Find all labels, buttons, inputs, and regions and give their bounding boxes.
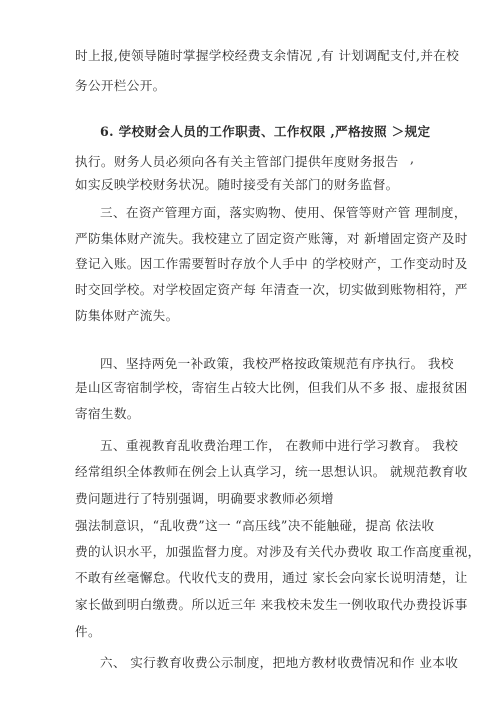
text-line: 时上报,使领导随时掌握学校经费支余情况 ,有 计划调配支付,并在校 — [75, 48, 460, 63]
text-line: 严防集体财产流失。我校建立了固定资产账簿，对 新增固定资产及时 — [75, 231, 468, 246]
text-line: 件。 — [75, 624, 101, 639]
text-line: 务公开栏公开。 — [75, 78, 166, 93]
text-line: 费问题进行了特别强调，明确要求教师必须增 — [75, 491, 334, 506]
text-line: 是山区寄宿制学校，寄宿生占较大比例，但我们从不多 报、虚报贫困 — [75, 380, 468, 395]
text-line: 经常组织全体教师在例会上认真学习，统一思想认识。 就规范教育收 — [75, 464, 468, 479]
text-line: 强法制意识，“乱收费”这一 “高压线”决不能触碰，提高 依法收 — [75, 518, 435, 533]
section-5-heading: 五、重视教育乱收费治理工作， 在教师中进行学习教育。 我校 — [100, 438, 459, 453]
text-line: 不敢有丝毫懈怠。代收代支的费用，通过 家长会向家长说明清楚，让 — [75, 570, 468, 585]
section-6-heading-cont: 六、 实行教育收费公示制度，把地方教材收费情况和作 业本收 — [100, 655, 459, 670]
text-line: 如实反映学校财务状况。随时接受有关部门的财务监督。 — [75, 177, 399, 192]
text-line: 登记入账。因工作需要暂时存放个人手中 的学校财产，工作变动时及 — [75, 256, 468, 271]
text-line: 家长做到明白缴费。所以近三年 来我校未发生一例收取代办费投诉事 — [75, 597, 468, 612]
section-3-heading: 三、在资产管理方面，落实购物、使用、保管等财产管 理制度， — [100, 205, 467, 220]
stray-comma: , — [410, 151, 415, 166]
text-line: 执行。财务人员必须向各有关主管部门提供年度财务报告 — [75, 154, 399, 169]
text-line: 防集体财产流失。 — [75, 308, 179, 323]
section-6-heading: 6. 学校财会人员的工作职责、工作权限 ,严格按照 ＞规定 — [100, 124, 431, 139]
text-line: 费的认识水平，加强监督力度。对涉及有关代办费收 取工作高度重视， — [75, 544, 481, 559]
text-line: 寄宿生数。 — [75, 406, 140, 421]
text-line: 时交回学校。对学校固定资产每 年清查一次，切实做到账物相符，严 — [75, 282, 468, 297]
section-4-heading: 四、坚持两免一补政策，我校严格按政策规范有序执行。 我校 — [100, 356, 454, 371]
